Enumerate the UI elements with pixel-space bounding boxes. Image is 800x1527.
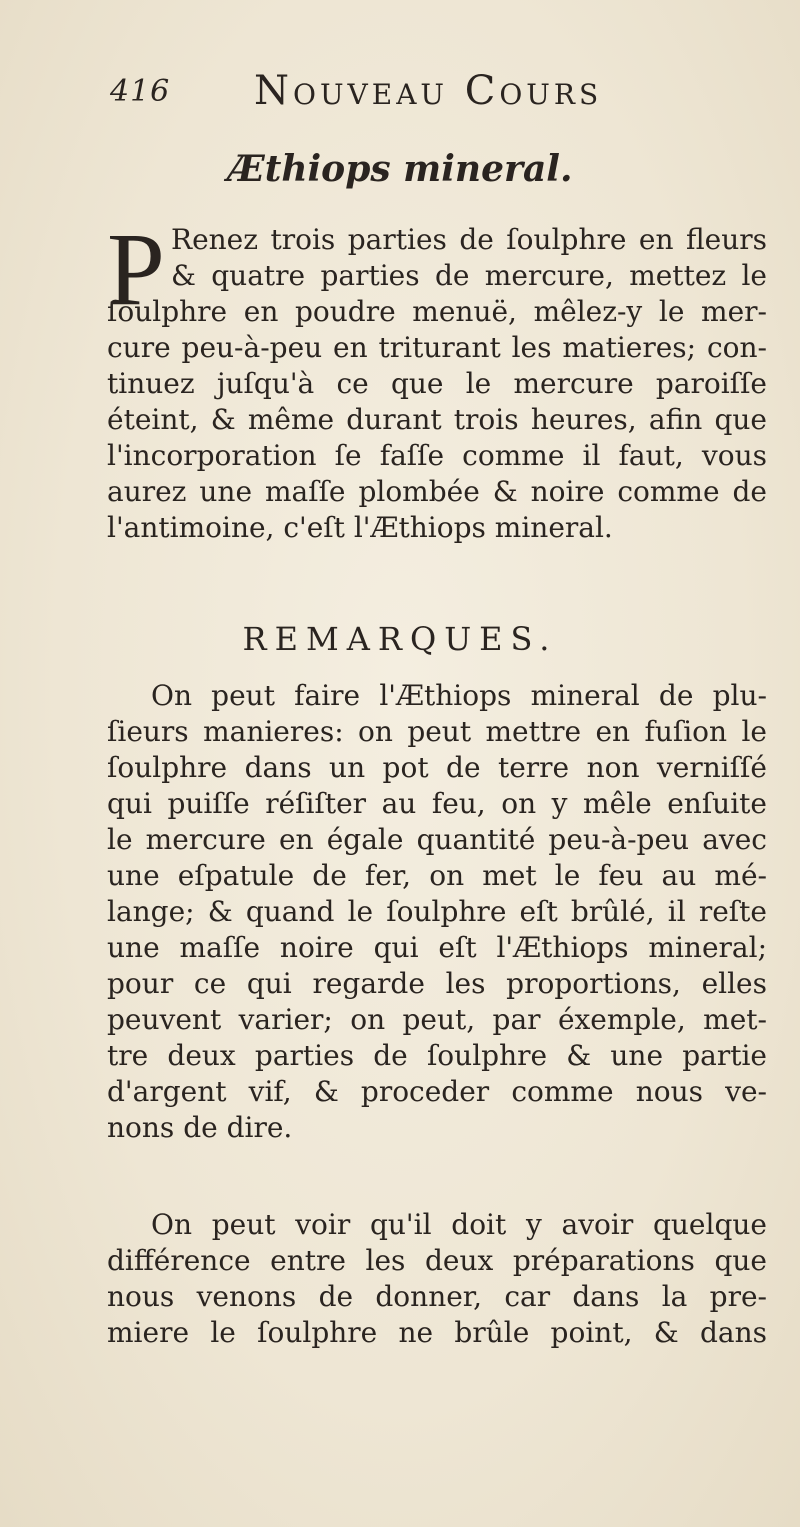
text-line: aurez une maſſe plombée & noire comme de [107,475,767,508]
text-line: l'antimoine, c'eſt l'Æthiops mineral. [107,511,613,544]
text-line: ſoulphre dans un pot de terre non verniſſé [107,751,767,784]
text-line: l'incorporation ſe faſſe comme il faut, vous [107,439,767,472]
text-line: différence entre les deux préparations que [107,1244,767,1277]
text-line: lange; & quand le ſoulphre eſt brûlé, il reſte [107,895,767,928]
text-line: nons de dire. [107,1111,293,1144]
text-line: Renez trois parties de ſoulphre en fleurs [171,223,767,256]
remarks-paragraph-2 [107,1207,767,1351]
text-line: une maſſe noire qui eſt l'Æthiops mineral; [107,931,767,964]
text-line: On peut faire l'Æthiops mineral de plu- [151,679,767,712]
page-header [110,68,690,118]
text-line: tinuez juſqu'à ce que le mercure paroiſſe [107,367,767,400]
text-line: pour ce qui regarde les proportions, elles [107,967,767,1000]
remarks-heading: REMARQUES. [242,620,558,658]
text-line: le mercure en égale quantité peu-à-peu avec [107,823,767,856]
recipe-paragraph [107,212,767,546]
text-line: qui puiſſe réſiſter au feu, on y mêle enſuite [107,787,767,820]
text-line: peuvent varier; on peut, par éxemple, met- [107,1003,767,1036]
text-line: & quatre parties de mercure, mettez le [171,259,767,292]
text-line: On peut voir qu'il doit y avoir quelque [151,1208,767,1241]
text-line: miere le ſoulphre ne brûle point, & dans [107,1316,767,1349]
text-line: d'argent vif, & proceder comme nous ve- [107,1075,767,1108]
text-line: nous venons de donner, car dans la pre- [107,1280,767,1313]
remarks-paragraph [107,678,767,1146]
text-line: éteint, & même durant trois heures, afin que [107,403,767,436]
text-line: ſieurs manieres: on peut mettre en fuſion le [107,715,767,748]
text-line: une eſpatule de fer, on met le feu au mé- [107,859,767,892]
drop-cap: P [107,212,165,327]
text-line: ſoulphre en poudre menuë, mêlez-y le mer- [107,295,767,328]
running-head: Nouveau Cours [254,68,603,114]
section-title: Æthiops mineral. [227,148,573,190]
text-line: tre deux parties de ſoulphre & une partie [107,1039,767,1072]
text-line: cure peu-à-peu en triturant les matieres; con- [107,331,767,364]
page-number: 416 [110,74,171,109]
